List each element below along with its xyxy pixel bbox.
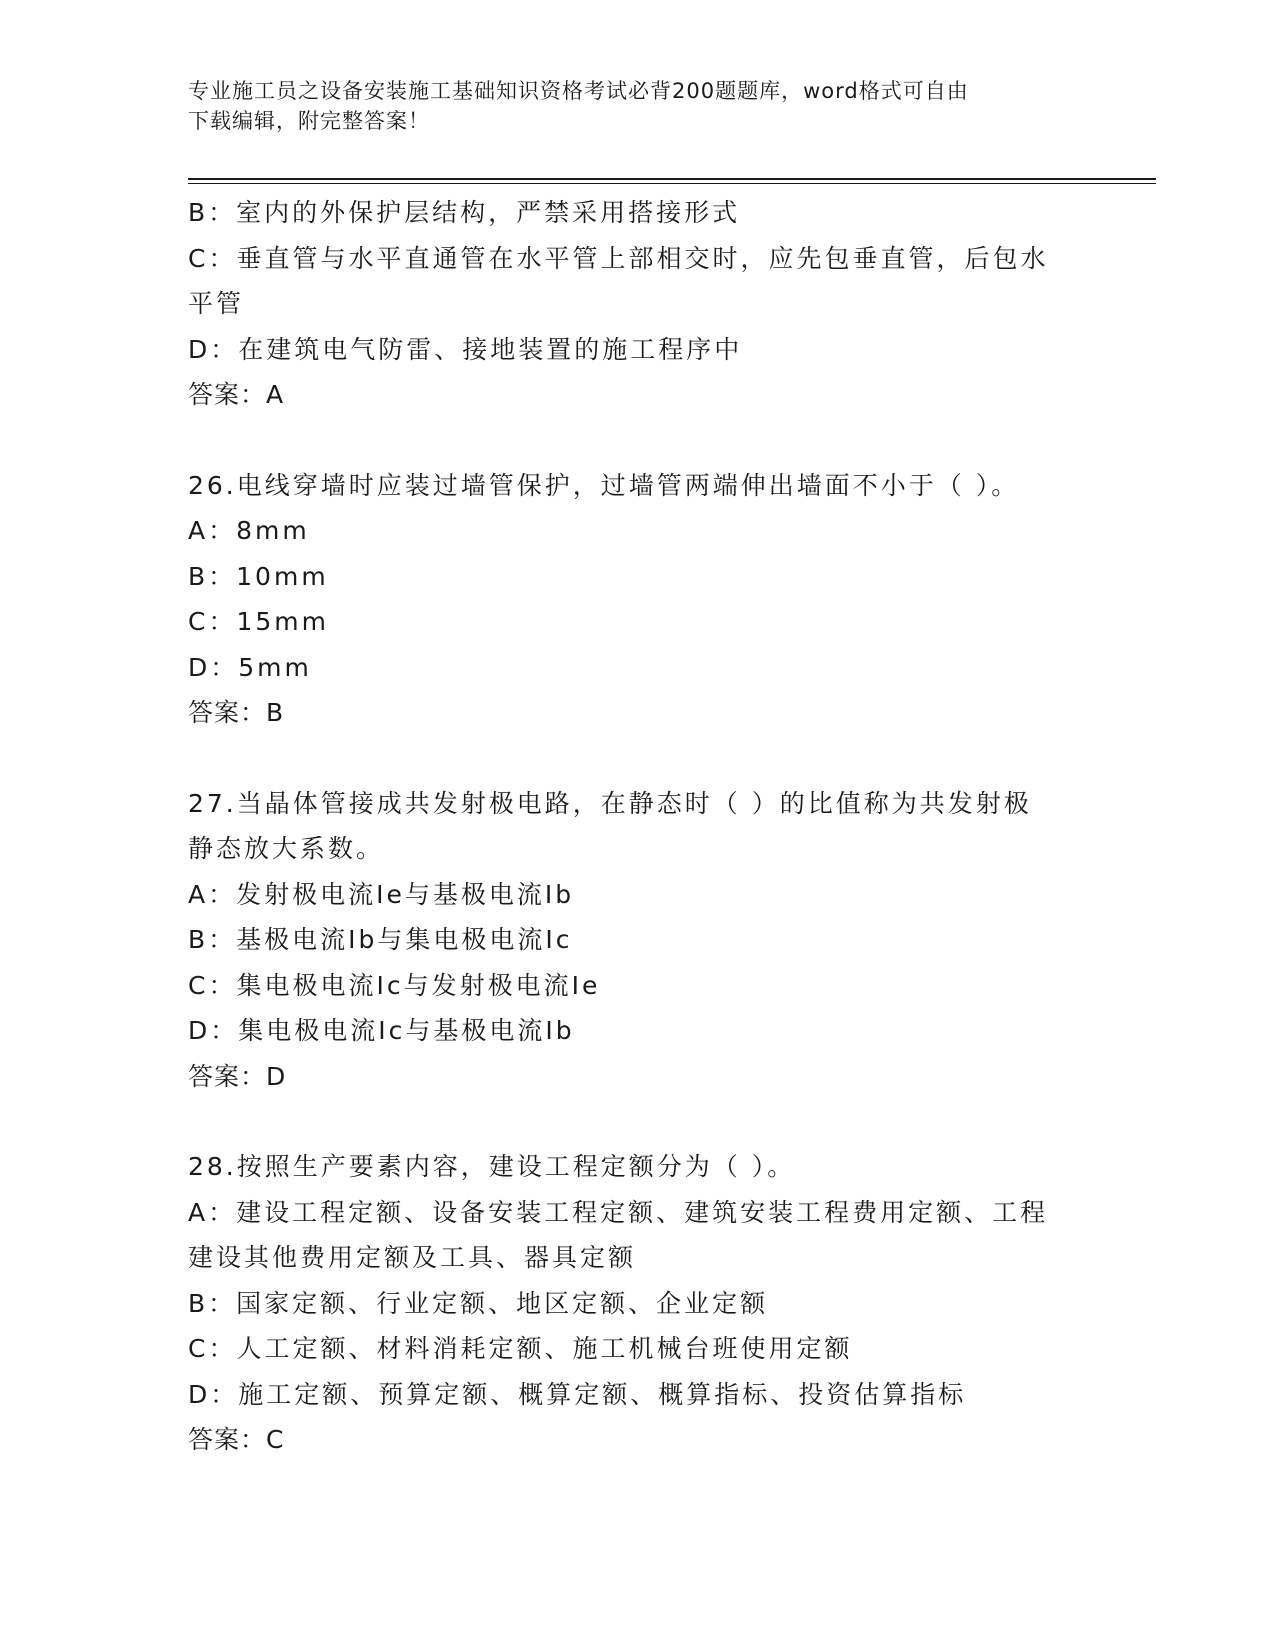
question-28: [188, 1144, 1088, 1463]
question-27: [188, 781, 1088, 1100]
spacer: [188, 736, 1088, 781]
spacer: [188, 418, 1088, 463]
option-d: D：施工定额、预算定额、概算定额、概算指标、投资估算指标: [188, 1379, 967, 1409]
option-a: A：8mm: [188, 516, 310, 545]
question-text: 28.按照生产要素内容，建设工程定额分为（ ）。: [188, 1152, 796, 1181]
option-a-continued: 建设其他费用定额及工具、器具定额: [188, 1243, 637, 1272]
option-d: D：集电极电流Ic与基极电流Ib: [188, 1016, 575, 1045]
answer: 答案：C: [188, 1425, 285, 1454]
spacer: [188, 1099, 1088, 1144]
option-b: B：10mm: [188, 561, 329, 591]
header-line-2: 下载编辑，附完整答案！: [188, 109, 430, 133]
prev-question: [188, 190, 1088, 418]
option-b: B：室内的外保护层结构，严禁采用搭接形式: [188, 198, 741, 227]
option-b: B：国家定额、行业定额、地区定额、企业定额: [188, 1288, 769, 1318]
option-c: C：集电极电流Ic与发射极电流Ie: [188, 970, 601, 1000]
answer: 答案：D: [188, 1061, 287, 1091]
header-divider: [188, 178, 1156, 180]
option-d: D：在建筑电气防雷、接地装置的施工程序中: [188, 334, 743, 364]
option-b: B：基极电流Ib与集电极电流Ic: [188, 925, 573, 954]
option-c-continued: 平管: [188, 289, 245, 318]
question-text: 26.电线穿墙时应装过墙管保护，过墙管两端伸出墙面不小于（ ）。: [188, 470, 1020, 500]
question-text-continued: 静态放大系数。: [188, 834, 385, 863]
option-c: C：人工定额、材料消耗定额、施工机械台班使用定额: [188, 1334, 853, 1363]
option-a: A：发射极电流Ie与基极电流Ib: [188, 879, 575, 909]
option-c: C：15mm: [188, 607, 329, 636]
option-c: C：垂直管与水平直通管在水平管上部相交时，应先包垂直管，后包水: [188, 243, 1049, 273]
answer: 答案：B: [188, 698, 285, 727]
question-text: 27.当晶体管接成共发射极电路，在静态时（ ）的比值称为共发射极: [188, 788, 1032, 818]
answer: 答案：A: [188, 380, 285, 409]
header-line-1: 专业施工员之设备安装施工基础知识资格考试必背200题题库，word格式可自由: [188, 79, 969, 103]
question-26: [188, 463, 1088, 736]
option-a: A：建设工程定额、设备安装工程定额、建筑安装工程费用定额、工程: [188, 1197, 1049, 1227]
header-divider-thin: [188, 183, 1156, 184]
question-content: [188, 190, 1088, 1463]
option-d: D：5mm: [188, 652, 312, 682]
page-header: [188, 76, 1088, 136]
